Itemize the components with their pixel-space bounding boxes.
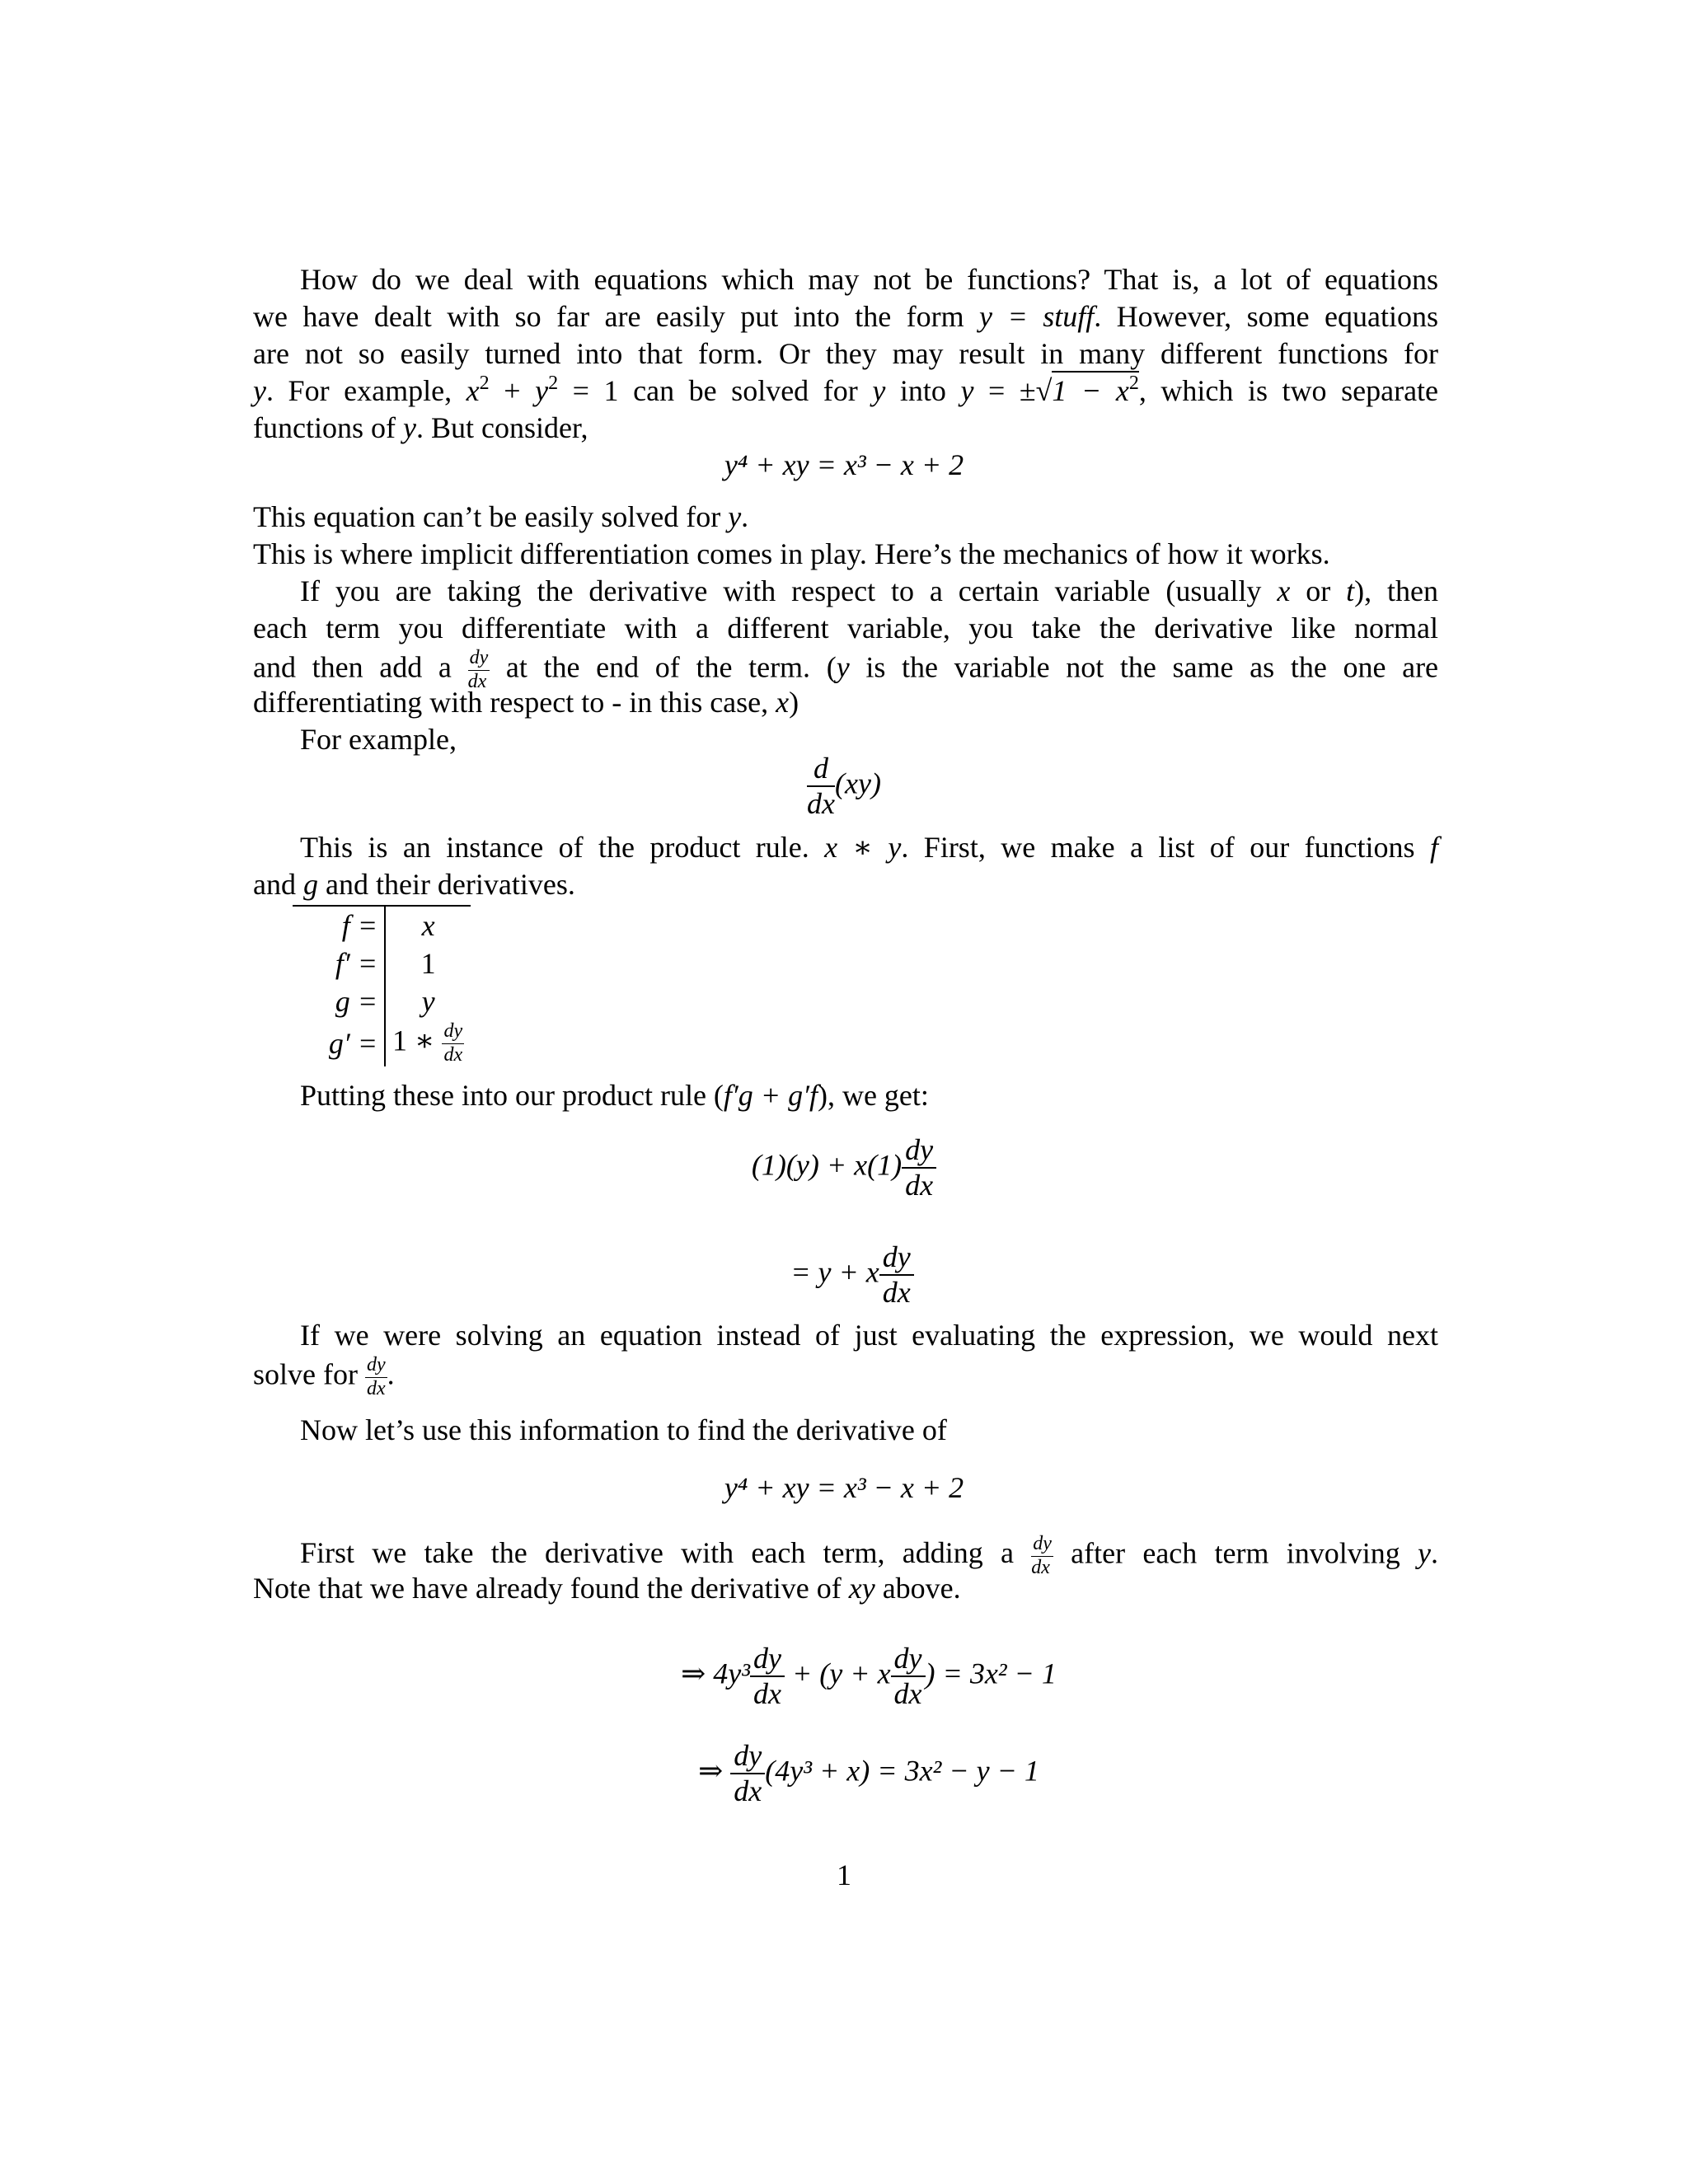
dy-dx-fraction: $\frac{dy}{dx}$: [879, 1240, 914, 1310]
product-result: (1)(y) + x(1) $\frac{dy}{dx}$: [0, 1133, 1688, 1203]
table-row: f = x: [293, 906, 471, 944]
for-example: For example,: [300, 723, 457, 756]
putting-sentence: Putting these into our product rule (f′g + g′f), we get:: [300, 1079, 929, 1112]
dy-dx-fraction: $\frac{dy}{dx}$: [1031, 1533, 1052, 1578]
table-row: f′ = 1: [293, 944, 471, 982]
equation-1: y⁴ + xy = x³ − x + 2: [724, 448, 964, 481]
equation-2: y⁴ + xy = x³ − x + 2: [724, 1471, 964, 1504]
dy-dx-fraction: $\frac{dy}{dx}$: [730, 1739, 765, 1809]
intro-line-2: we have dealt with so far are easily put into the form y = stuff. However, some equations: [253, 300, 1439, 333]
page-number: 1: [837, 1858, 851, 1891]
first-line-2: Note that we have already found the derivative of xy above.: [253, 1572, 961, 1605]
intro-line-5: functions of y. But consider,: [253, 411, 588, 444]
first-line-1: First we take the derivative with each term, adding a $\frac{dy}{dx}$ after each term involving y.: [300, 1533, 1438, 1578]
now-sentence: Now let’s use this information to find the derivative of: [300, 1413, 947, 1446]
step-2: ⇒ $\frac{dy}{dx}$ (4y³ + x) = 3x² − y − 1: [698, 1739, 1039, 1808]
dy-dx-fraction: $\frac{dy}{dx}$: [891, 1642, 926, 1712]
intro-line-3: are not so easily turned into that form. Or they may result in many different functions for: [253, 337, 1438, 370]
step-1: ⇒ 4y³ $\frac{dy}{dx}$ + (y + x $\frac{dy}{dx}$ ) = 3x² − 1: [681, 1642, 1057, 1711]
table-row: g = y: [293, 982, 471, 1020]
math-inline: y = stuff: [979, 300, 1095, 333]
table-row: g′ = 1 ∗ $\frac{dy}{dx}$: [293, 1020, 471, 1066]
rule-line-3: and then add a $\frac{dy}{dx}$ at the end of the term. (y is the variable not the same as the one are: [253, 647, 1439, 692]
intro-line-4: y. For example, $x^2 + y^2 = 1$ can be solved for y into $y = \pm√1 - x^2$, which is two separate: [253, 373, 1439, 407]
rule-line-1: If you are taking the derivative with respect to a certain variable (usually x or t), then: [300, 574, 1439, 607]
math-inline: $x^2 + y^2 = 1$: [466, 373, 619, 407]
implicit-sentence: This is where implicit differentiation comes in play. Here’s the mechanics of how it works.: [253, 537, 1330, 570]
intro-line-1: How do we deal with equations which may not be functions? That is, a lot of equations: [300, 263, 1438, 296]
dy-dx-fraction: $\frac{dy}{dx}$: [750, 1642, 785, 1712]
dy-dx-fraction: $\frac{dy}{dx}$: [467, 647, 489, 692]
dy-dx-fraction: $\frac{dy}{dx}$: [366, 1354, 386, 1399]
rule-line-4: differentiating with respect to - in this case, x): [253, 686, 799, 719]
d-dx-fraction: $\frac{d}{dx}$: [807, 752, 836, 821]
product-rule-line-1: This is an instance of the product rule. x ∗ y. First, we make a list of our functions f: [300, 831, 1439, 864]
dy-dx-fraction: $\frac{dy}{dx}$: [443, 1020, 463, 1066]
math-sqrt: $y = \pm√1 - x^2$, which is two separate: [960, 373, 1439, 407]
rule-line-2: each term you differentiate with a different variable, you take the derivative like normal: [253, 612, 1438, 644]
example-derivative: $\frac{d}{dx}$ (xy): [807, 752, 881, 821]
product-rule-line-2: and g and their derivatives.: [253, 868, 575, 901]
cant-solve-sentence: This equation can’t be easily solved for y.: [253, 500, 749, 533]
dy-dx-fraction: $\frac{dy}{dx}$: [902, 1133, 936, 1203]
function-table: [293, 905, 471, 1066]
solving-note-line-2: solve for $\frac{dy}{dx}$ .: [253, 1354, 395, 1399]
simplified-result: = y + x $\frac{dy}{dx}$: [0, 1240, 1688, 1310]
solving-note-line-1: If we were solving an equation instead of just evaluating the expression, we would next: [300, 1319, 1438, 1352]
